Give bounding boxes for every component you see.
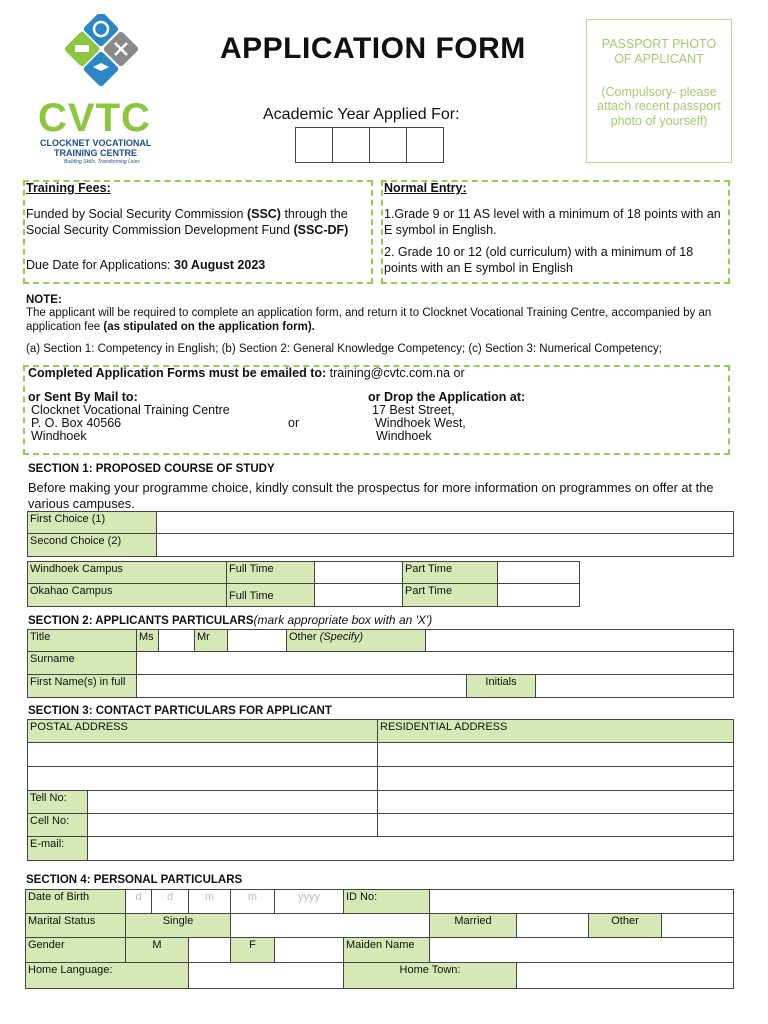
email-line: Completed Application Forms must be emailed to: training@cvtc.com.na or	[28, 366, 465, 380]
mr-checkbox[interactable]	[227, 629, 287, 652]
other-title-input[interactable]	[425, 629, 734, 652]
tell-input-residential[interactable]	[377, 790, 734, 814]
gender-label: Gender	[25, 937, 126, 963]
title-label: Title	[27, 629, 137, 652]
id-no-label: ID No:	[343, 889, 430, 914]
first-choice-label: First Choice (1)	[27, 511, 157, 534]
female-label: F	[230, 937, 275, 963]
first-choice-input[interactable]	[156, 511, 734, 534]
section3-title: SECTION 3: CONTACT PARTICULARS FOR APPLICANT	[28, 705, 332, 717]
female-checkbox[interactable]	[274, 937, 344, 963]
dob-day-2[interactable]: d	[151, 889, 189, 914]
page-title: APPLICATION FORM	[220, 32, 526, 65]
tell-label: Tell No:	[27, 790, 88, 814]
logo-name: CVTC	[38, 96, 151, 140]
logo-tagline: Building Skills, Transforming Lives	[64, 159, 140, 165]
cell-input[interactable]	[87, 813, 378, 837]
mr-label: Mr	[194, 629, 228, 652]
ms-label: Ms	[136, 629, 159, 652]
dob-label: Date of Birth	[25, 889, 126, 914]
note-text: The applicant will be required to complete an application form, and return it to Clocknet Vocational Training Centre, accompanied by an application fee (as stipulated on the application form).	[26, 307, 712, 334]
okahao-part-time-box[interactable]	[497, 583, 580, 607]
other-title-label: Other (Specify)	[286, 629, 426, 652]
maiden-name-label: Maiden Name	[343, 937, 430, 963]
mail-line-1: Clocknet Vocational Training Centre	[31, 403, 230, 417]
surname-input[interactable]	[136, 651, 734, 675]
year-digit-2[interactable]	[332, 127, 370, 163]
second-choice-input[interactable]	[156, 533, 734, 557]
postal-address-label: POSTAL ADDRESS	[27, 719, 378, 743]
windhoek-full-time-label: Full Time	[226, 561, 315, 584]
dob-day-1[interactable]: d	[125, 889, 152, 914]
section2-title: SECTION 2: APPLICANTS PARTICULARS(mark appropriate box with an 'X')	[28, 613, 433, 627]
passport-photo-box[interactable]	[586, 19, 732, 163]
residential-address-label: RESIDENTIAL ADDRESS	[377, 719, 734, 743]
ms-checkbox[interactable]	[158, 629, 195, 652]
initials-input[interactable]	[535, 674, 734, 698]
email-label: E-mail:	[27, 836, 88, 861]
passport-title: PASSPORT PHOTO OF APPLICANT	[601, 37, 717, 66]
dob-month-1[interactable]: m	[188, 889, 231, 914]
okahao-full-time-box[interactable]	[314, 583, 403, 607]
drop-label: or Drop the Application at:	[368, 390, 526, 404]
home-town-input[interactable]	[516, 962, 734, 989]
windhoek-part-time-label: Part Time	[402, 561, 498, 584]
other-marital-label: Other	[588, 913, 662, 938]
windhoek-full-time-box[interactable]	[314, 561, 403, 584]
drop-line-2: Windhoek West,	[375, 416, 466, 430]
single-label: Single	[125, 913, 231, 938]
male-label: M	[125, 937, 189, 963]
mail-line-2: P. O. Box 40566	[31, 416, 122, 430]
passport-note: (Compulsory- please attach recent passport photo of yourself)	[597, 84, 721, 128]
first-names-input[interactable]	[136, 674, 467, 698]
training-fees-text: Funded by Social Security Commission (SSC) through the Social Security Commission Development Fund (SSC-DF)	[26, 207, 349, 237]
okahao-part-time-label: Part Time	[402, 583, 498, 607]
mail-label: or Sent By Mail to:	[28, 390, 138, 404]
section1-title: SECTION 1: PROPOSED COURSE OF STUDY	[28, 463, 275, 475]
or-separator: or	[288, 416, 300, 430]
other-marital-checkbox[interactable]	[661, 913, 734, 938]
marital-status-label: Marital Status	[25, 913, 126, 938]
home-town-label: Home Town:	[343, 962, 517, 989]
id-no-input[interactable]	[429, 889, 734, 914]
married-label: Married	[429, 913, 517, 938]
drop-line-1: 17 Best Street,	[372, 403, 455, 417]
section4-title: SECTION 4: PERSONAL PARTICULARS	[26, 874, 243, 886]
cell-label: Cell No:	[27, 813, 88, 837]
male-checkbox[interactable]	[188, 937, 231, 963]
cvtc-logo	[38, 14, 168, 164]
cell-input-residential[interactable]	[377, 813, 734, 837]
postal-address-line-2[interactable]	[27, 766, 378, 791]
first-names-label: First Name(s) in full	[27, 674, 137, 698]
residential-address-line-2[interactable]	[377, 766, 734, 791]
year-digit-3[interactable]	[369, 127, 407, 163]
normal-entry-heading: Normal Entry:	[384, 181, 467, 195]
section1-intro: Before making your programme choice, kindly consult the prospectus for more information on programmes on offer at the various campuses.	[28, 480, 714, 511]
year-digit-4[interactable]	[406, 127, 444, 163]
entry-item-1: 1.Grade 9 or 11 AS level with a minimum of 18 points with an E symbol in English.	[384, 207, 721, 237]
entry-item-2: 2. Grade 10 or 12 (old curriculum) with a minimum of 18 points with an E symbol in English	[384, 245, 694, 275]
windhoek-part-time-box[interactable]	[497, 561, 580, 584]
okahao-campus-label: Okahao Campus	[27, 583, 227, 607]
logo-line1: CLOCKNET VOCATIONAL	[40, 138, 152, 148]
logo-emblem-icon	[38, 14, 168, 104]
dob-year[interactable]: yyyy	[274, 889, 344, 914]
academic-year-label: Academic Year Applied For:	[263, 106, 460, 123]
academic-year-boxes	[295, 127, 445, 163]
email-input[interactable]	[87, 836, 734, 861]
home-language-label: Home Language:	[25, 962, 189, 989]
due-date-line: Due Date for Applications: 30 August 2023	[26, 258, 266, 272]
residential-address-line-1[interactable]	[377, 742, 734, 767]
postal-address-line-1[interactable]	[27, 742, 378, 767]
training-fees-heading: Training Fees:	[26, 181, 111, 195]
note-sections: (a) Section 1: Competency in English; (b) Section 2: General Knowledge Competency; (c) Section 3: Numerical Competency;	[26, 343, 662, 355]
okahao-full-time-label: Full Time	[226, 583, 315, 607]
drop-line-3: Windhoek	[376, 429, 432, 443]
initials-label: Initials	[466, 674, 536, 698]
year-digit-1[interactable]	[295, 127, 333, 163]
tell-input[interactable]	[87, 790, 378, 814]
mail-line-3: Windhoek	[31, 429, 87, 443]
logo-line2: TRAINING CENTRE	[54, 148, 137, 158]
single-checkbox[interactable]	[230, 913, 430, 938]
second-choice-label: Second Choice (2)	[27, 533, 157, 557]
married-checkbox[interactable]	[516, 913, 589, 938]
dob-month-2[interactable]: m	[230, 889, 275, 914]
home-language-input[interactable]	[188, 962, 344, 989]
windhoek-campus-label: Windhoek Campus	[27, 561, 227, 584]
note-heading: NOTE:	[26, 294, 62, 306]
maiden-name-input[interactable]	[429, 937, 734, 963]
surname-label: Surname	[27, 651, 137, 675]
